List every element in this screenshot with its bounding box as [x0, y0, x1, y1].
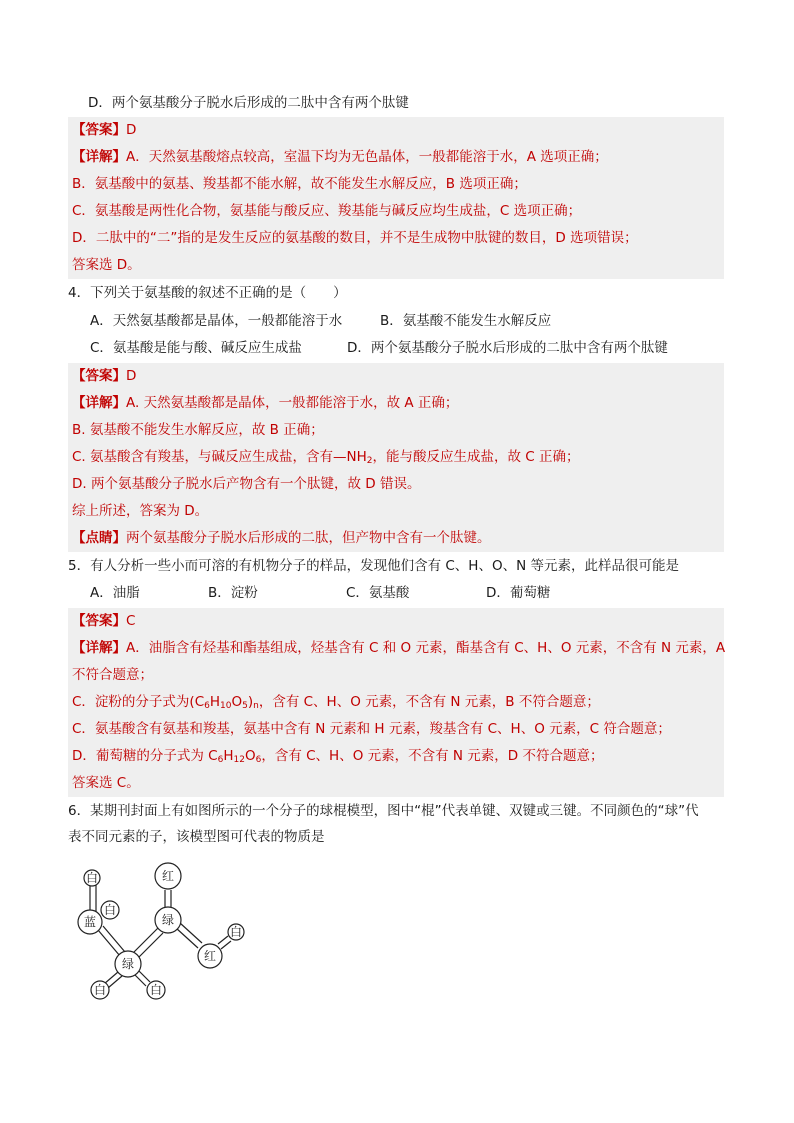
answer-row [68, 117, 724, 144]
detail-text: A．油脂含有烃基和酯基组成，烃基含有 C 和 O 元素，酯基含有 C、H、O 元素，不含有 N 元素，A [126, 640, 726, 656]
answer-tag: 【答案】 [72, 613, 126, 629]
detail-text: C．淀粉的分子式为(C [72, 694, 205, 710]
detail-row [68, 689, 724, 716]
subscript: 12 [233, 755, 245, 765]
q5-option-a: A．油脂 [90, 585, 140, 601]
answer-value: D [126, 122, 137, 138]
q4-stem: 4．下列关于氨基酸的叙述不正确的是（ ） [68, 285, 347, 301]
tip-tag: 【点睛】 [72, 530, 126, 546]
detail-row: B．氨基酸中的氨基、羧基都不能水解，故不能发生水解反应，B 选项正确； [68, 171, 724, 198]
detail-row: D. 两个氨基酸分子脱水后产物含有一个肽键，故 D 错误。 [68, 471, 724, 498]
atom-label-white: 白 [93, 983, 107, 997]
q6-stem-line1: 6．某期刊封面上有如图所示的一个分子的球棍模型，图中“棍”代表单键、双键或三键。不同颜色的“球”代 [68, 803, 699, 819]
detail-text: ，含有 C、H、O 元素，不含有 N 元素，D 不符合题意； [261, 748, 604, 764]
atom-label-red: 红 [203, 949, 217, 963]
q5-option-c: C．氨基酸 [346, 585, 410, 601]
atom-label-red: 红 [161, 869, 175, 883]
detail-text: A. 天然氨基酸都是晶体，一般都能溶于水，故 A 正确； [126, 395, 459, 411]
atom-label-green: 绿 [121, 957, 135, 971]
detail-tag: 【详解】 [72, 640, 126, 656]
q5-stem: 5．有人分析一些小而可溶的有机物分子的样品，发现他们含有 C、H、O、N 等元素，此样品很可能是 [68, 558, 679, 574]
bond [165, 890, 171, 908]
detail-text: A．天然氨基酸熔点较高，室温下均为无色晶体，一般都能溶于水，A 选项正确； [126, 149, 608, 165]
bond [90, 882, 96, 914]
detail-tag: 【详解】 [72, 395, 126, 411]
atom-label-white: 白 [85, 871, 99, 885]
detail-text: O [244, 748, 256, 764]
detail-text: ，能与酸反应生成盐，故 C 正确； [372, 449, 580, 465]
subscript: 5 [242, 701, 248, 711]
atom-label-white: 白 [149, 983, 163, 997]
prev-option-d: D．两个氨基酸分子脱水后形成的二肽中含有两个肽键 [88, 95, 409, 111]
detail-row [68, 743, 724, 770]
atom-label-white: 白 [229, 925, 243, 939]
detail-text: D．葡萄糖的分子式为 C [72, 748, 218, 764]
q4-option-c: C．氨基酸是能与酸、碱反应生成盐 [90, 340, 302, 356]
detail-row: B. 氨基酸不能发生水解反应，故 B 正确； [68, 417, 724, 444]
subscript: 2 [366, 456, 373, 466]
tip-row [68, 525, 724, 552]
tip-text: 两个氨基酸分子脱水后形成的二肽，但产物中含有一个肽键。 [126, 530, 491, 546]
detail-text: C. 氨基酸含有羧基，与碱反应生成盐，含有—NH [72, 449, 367, 465]
atom-label-green: 绿 [161, 913, 175, 927]
subscript: n [253, 701, 259, 711]
ball-stick-model-figure [60, 858, 260, 1008]
detail-text: ，含有 C、H、O 元素，不含有 N 元素，B 不符合题意； [258, 694, 600, 710]
q4-option-d: D．两个氨基酸分子脱水后形成的二肽中含有两个肽键 [347, 340, 668, 356]
detail-row [68, 444, 724, 471]
q4-option-a: A．天然氨基酸都是晶体，一般都能溶于水 [90, 313, 343, 329]
answer-row [68, 608, 724, 635]
bond [98, 926, 125, 956]
answer-value: C [126, 613, 136, 629]
subscript: 6 [204, 701, 210, 711]
summary-row: 答案选 C。 [68, 770, 724, 797]
subscript: 6 [217, 755, 224, 765]
q4-option-b: B．氨基酸不能发生水解反应 [380, 313, 552, 329]
detail-row: C．氨基酸是两性化合物，氨基能与酸反应、羧基能与碱反应均生成盐，C 选项正确； [68, 198, 724, 225]
answer-row [68, 363, 724, 390]
q5-option-b: B．淀粉 [208, 585, 258, 601]
detail-text: H [209, 694, 221, 710]
subscript: 10 [220, 701, 232, 711]
detail-row: C．氨基酸含有氨基和羧基，氨基中含有 N 元素和 H 元素，羧基含有 C、H、O 元素，C 符合题意； [68, 716, 724, 743]
detail-tag: 【详解】 [72, 149, 126, 165]
detail-row: D．二肽中的“二”指的是发生反应的氨基酸的数目，并不是生成物中肽键的数目，D 选项错误； [68, 225, 724, 252]
detail-row: 答案选 D。 [68, 252, 724, 279]
bond [134, 928, 163, 957]
answer-tag: 【答案】 [72, 368, 126, 384]
detail-text: H [223, 748, 234, 764]
summary-row: 综上所述，答案为 D。 [68, 498, 724, 525]
q5-option-d: D．葡萄糖 [486, 585, 551, 601]
q6-stem-line2: 表不同元素的子，该模型图可代表的物质是 [68, 829, 325, 845]
detail-row [68, 144, 724, 171]
atom-label-white: 白 [103, 903, 117, 917]
detail-text: ) [247, 694, 254, 710]
subscript: 6 [255, 755, 262, 765]
detail-row [68, 635, 724, 662]
answer-value: D [126, 368, 137, 384]
detail-text: O [231, 694, 243, 710]
bond [176, 923, 202, 948]
detail-row [68, 390, 724, 417]
atom-label-blue: 蓝 [83, 915, 97, 929]
answer-tag: 【答案】 [72, 122, 126, 138]
detail-row: 不符合题意； [68, 662, 724, 689]
